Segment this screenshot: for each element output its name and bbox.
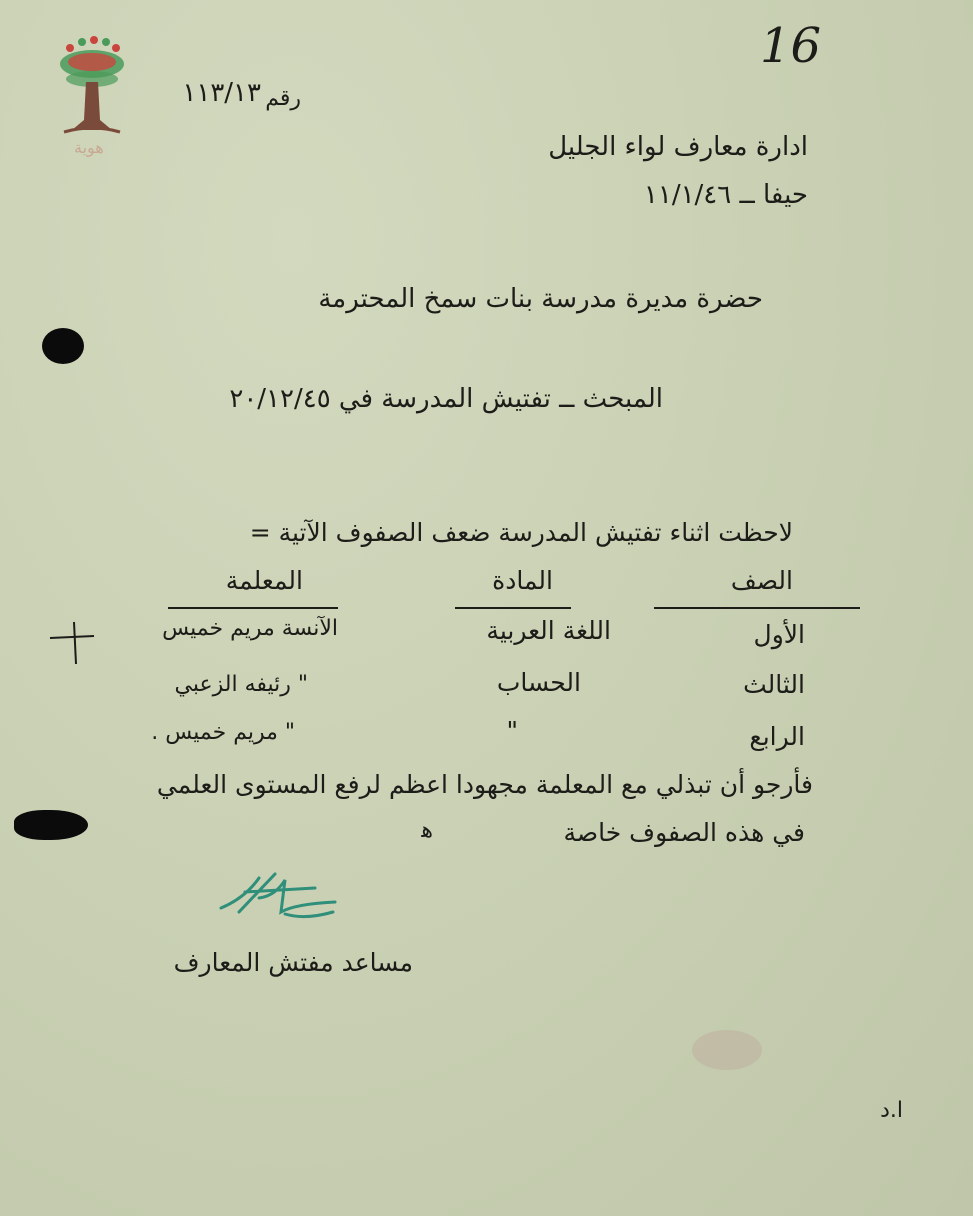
page-number: 16 (760, 18, 822, 74)
header-underline-class (654, 607, 860, 609)
addressee: حضرة مديرة مدرسة بنات سمخ المحترمة (318, 284, 763, 314)
header-teacher: المعلمة (225, 566, 303, 595)
punch-hole-bottom (14, 810, 88, 840)
intro-line: لاحظت اثناء تفتيش المدرسة ضعف الصفوف الآتية = (249, 518, 793, 547)
signature-title: مساعد مفتش المعارف (173, 948, 413, 977)
punch-hole-top (42, 328, 84, 364)
subject-line: المبحث ــ تفتيش المدرسة في ٢٠/١٢/٤٥ (229, 384, 663, 414)
sender-header: ادارة معارف لواء الجليل (548, 132, 808, 162)
logo (50, 34, 130, 164)
logo-caption: هوية (74, 138, 104, 157)
reference-label: رقم (265, 86, 301, 111)
row-1-subject: اللغة العربية (486, 616, 611, 645)
body-line-2: في هذه الصفوف خاصة (563, 818, 805, 847)
row-1-class: الأول (753, 620, 805, 649)
body-line-2-mark: ﻫ (421, 818, 433, 843)
signature-scribble (215, 868, 345, 928)
row-2-teacher: " رئيفه الزعبي (174, 672, 308, 697)
row-3-subject: " (506, 716, 518, 745)
header-subject: المادة (492, 566, 553, 595)
header-underline-subject (455, 607, 571, 609)
faint-stamp (692, 1030, 762, 1070)
place-date: حيفا ــ ١١/١/٤٦ (643, 180, 808, 210)
cross-mark-icon (46, 620, 96, 666)
row-3-teacher: " مريم خميس . (151, 720, 295, 745)
row-2-class: الثالث (743, 670, 805, 699)
row-3-class: الرابع (749, 722, 805, 751)
row-1-teacher: الآنسة مريم خميس (162, 616, 338, 641)
reference-value: ١١٣/١٣ (182, 78, 261, 108)
body-line-1: فأرجو أن تبذلي مع المعلمة مجهودا اعظم لرفع المستوى العلمي (156, 770, 813, 799)
typist-initials: ا.د (880, 1098, 903, 1123)
header-class: الصف (730, 566, 793, 595)
header-underline-teacher (168, 607, 338, 609)
row-2-subject: الحساب (496, 668, 581, 697)
